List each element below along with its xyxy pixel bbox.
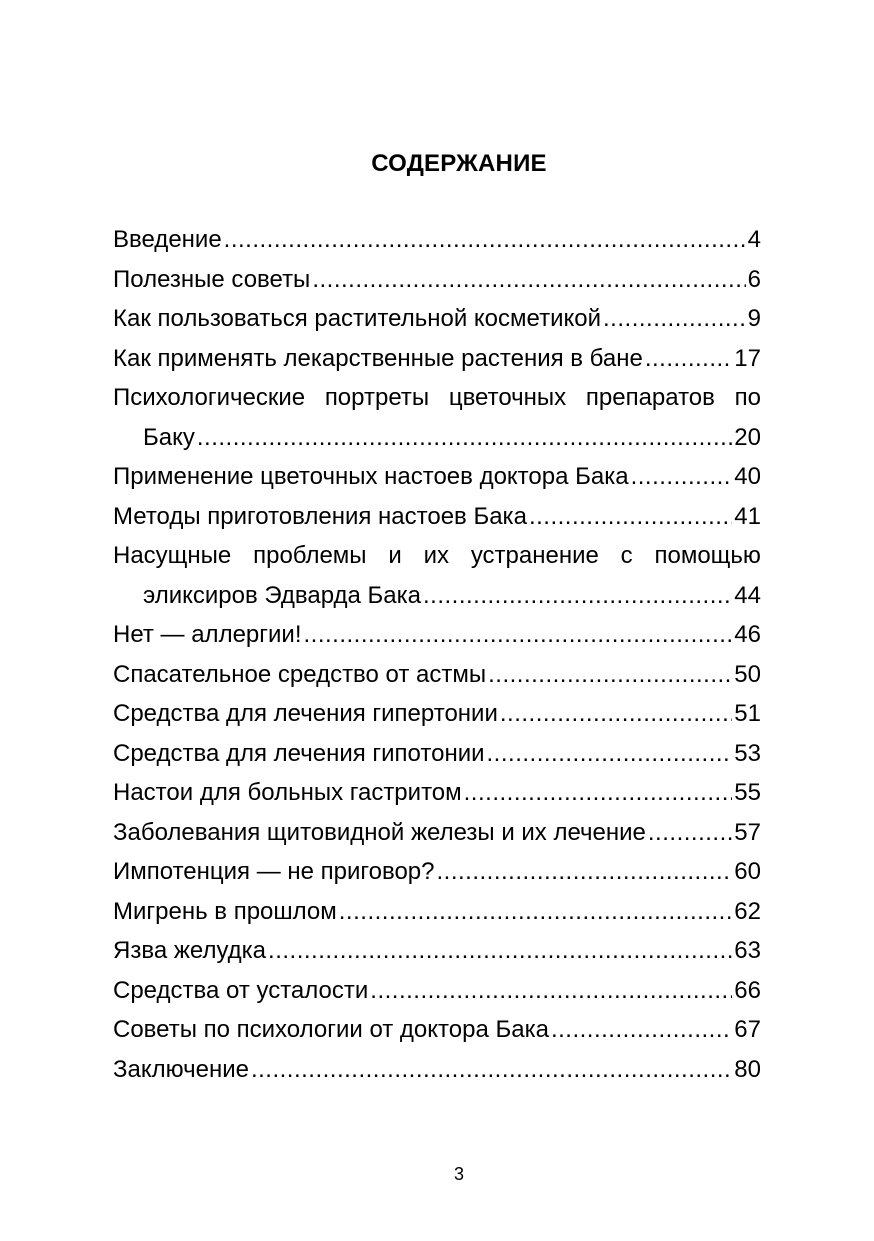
dot-leader — [304, 615, 733, 655]
toc-entry-page: 20 — [734, 423, 761, 451]
toc-entry-page: 57 — [734, 818, 761, 846]
toc-entry-word: и — [388, 542, 402, 569]
toc-entry — [113, 299, 761, 339]
toc-entry-title: Как применять лекарственные растения в бане — [113, 344, 643, 372]
toc-entry-page: 9 — [747, 305, 761, 332]
dot-leader — [603, 299, 746, 339]
toc-entry — [113, 220, 761, 260]
toc-entry-page: 67 — [734, 1016, 761, 1043]
dot-leader — [312, 260, 745, 300]
toc-entry — [113, 615, 761, 655]
dot-leader — [251, 1050, 732, 1090]
toc-entry-word: проблемы — [253, 542, 367, 569]
toc-entry — [113, 260, 761, 300]
toc-entry-title: Импотенция — не приговор? — [113, 858, 435, 885]
toc-entry — [113, 734, 761, 774]
toc-entry-title: Настои для больных гастритом — [113, 779, 462, 806]
dot-leader — [464, 773, 733, 813]
toc-entry-title: Советы по психологии от доктора Бака — [113, 1016, 549, 1043]
toc-entry-page: 53 — [734, 739, 761, 767]
toc-entry-page: 4 — [747, 226, 761, 253]
toc-entry-title: Полезные советы — [113, 265, 311, 293]
toc-entry — [113, 655, 761, 695]
toc-entry — [113, 1050, 761, 1090]
dot-leader — [648, 813, 732, 853]
toc-entry-title: Заключение — [113, 1055, 249, 1083]
toc-entry-page: 63 — [734, 937, 761, 964]
toc-entry-title: Введение — [113, 226, 222, 253]
toc-entry — [113, 497, 761, 537]
toc-entry-title: Мигрень в прошлом — [113, 897, 337, 925]
toc-entry-title: Язва желудка — [113, 937, 267, 964]
toc-entry-title: Баку — [143, 423, 195, 451]
toc-entry-title: Средства от усталости — [113, 976, 369, 1004]
toc-entry-title: Средства для лечения гипертонии — [113, 700, 498, 727]
toc-list — [113, 220, 761, 1089]
dot-leader — [488, 655, 732, 695]
page-number: 3 — [453, 1164, 464, 1184]
toc-entry-title-line2 — [113, 576, 761, 616]
toc-entry-page: 40 — [734, 463, 761, 490]
toc-entry — [113, 536, 761, 615]
dot-leader — [529, 497, 732, 537]
toc-entry — [113, 457, 761, 497]
toc-entry-page: 62 — [734, 897, 761, 925]
toc-entry — [113, 892, 761, 932]
toc-entry-page: 6 — [747, 265, 761, 293]
toc-entry-title-line2 — [113, 418, 761, 458]
toc-entry — [113, 971, 761, 1011]
toc-entry-page: 41 — [734, 502, 761, 530]
toc-entry-word: их — [423, 542, 449, 569]
toc-entry — [113, 339, 761, 379]
dot-leader — [487, 734, 733, 774]
toc-entry-title: Применение цветочных настоев доктора Бака — [113, 463, 629, 490]
dot-leader — [268, 931, 732, 971]
dot-leader — [551, 1010, 732, 1050]
toc-entry-word: цветочных — [448, 384, 567, 411]
toc-entry-page: 50 — [734, 660, 761, 688]
toc-entry-title: Средства для лечения гипотонии — [113, 739, 485, 767]
toc-entry-word: устранение — [470, 542, 599, 569]
toc-entry-title: эликсиров Эдварда Бака — [143, 581, 421, 609]
toc-entry-page: 17 — [734, 344, 761, 372]
toc-title: СОДЕРЖАНИЕ — [371, 150, 547, 177]
toc-entry-page: 66 — [734, 976, 761, 1004]
toc-entry-word: препаратов — [585, 384, 715, 411]
toc-entry — [113, 773, 761, 813]
toc-entry — [113, 931, 761, 971]
dot-leader — [197, 418, 732, 458]
toc-entry — [113, 378, 761, 457]
toc-entry-title-line1 — [113, 536, 761, 576]
dot-leader — [437, 852, 733, 892]
toc-entry-title: Нет — аллергии! — [113, 621, 302, 648]
toc-entry-title: Спасательное средство от астмы — [113, 660, 487, 688]
toc-entry-word: помощью — [654, 542, 761, 569]
dot-leader — [224, 220, 746, 260]
toc-entry-word: Психологические — [113, 384, 306, 411]
toc-entry-title: Как пользоваться растительной косметикой — [113, 305, 602, 332]
dot-leader — [631, 457, 733, 497]
toc-entry-word: портреты — [324, 384, 430, 411]
toc-entry-word: с — [620, 542, 633, 569]
toc-entry-page: 80 — [734, 1055, 761, 1083]
toc-entry — [113, 1010, 761, 1050]
toc-entry — [113, 852, 761, 892]
dot-leader — [423, 576, 732, 616]
toc-entry-page: 60 — [734, 858, 761, 885]
dot-leader — [370, 971, 732, 1011]
toc-entry-word: по — [734, 384, 761, 411]
toc-entry-title: Заболевания щитовидной железы и их лечение — [113, 818, 646, 846]
toc-entry-page: 44 — [734, 581, 761, 609]
toc-entry-word: Насущные — [113, 542, 232, 569]
dot-leader — [645, 339, 732, 379]
toc-entry-title: Методы приготовления настоев Бака — [113, 502, 527, 530]
dot-leader — [339, 892, 733, 932]
toc-entry — [113, 813, 761, 853]
dot-leader — [500, 694, 732, 734]
toc-entry-page: 51 — [734, 700, 761, 727]
toc-entry-page: 55 — [734, 779, 761, 806]
toc-entry-page: 46 — [734, 621, 761, 648]
toc-entry — [113, 694, 761, 734]
toc-entry-title-line1 — [113, 378, 761, 418]
